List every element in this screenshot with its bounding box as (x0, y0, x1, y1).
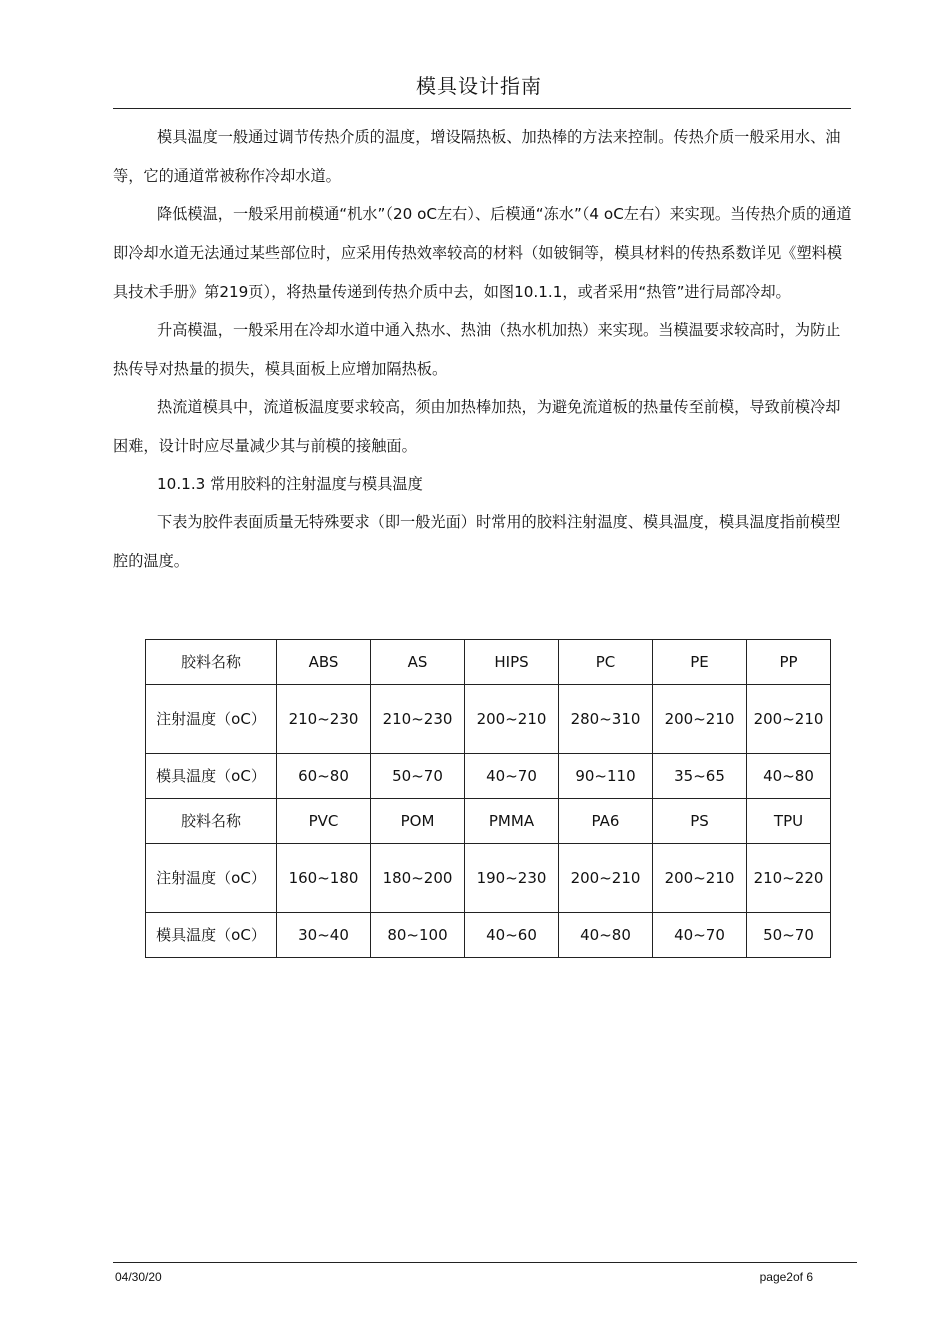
table-row (146, 640, 831, 685)
table-cell: POM (371, 799, 465, 844)
table-cell: 200~210 (653, 685, 747, 754)
table-cell: 80~100 (371, 913, 465, 958)
table-cell: 40~70 (465, 754, 559, 799)
table-row (146, 913, 831, 958)
table-cell: 190~230 (465, 844, 559, 913)
table-row (146, 754, 831, 799)
table-cell: 注射温度（oC） (146, 685, 277, 754)
document-body (113, 118, 853, 581)
paragraph-raise-mold-temperature: 升高模温，一般采用在冷却水道中通入热水、热油（热水机加热）来实现。当模温要求较高时，为防止热传导对热量的损失，模具面板上应增加隔热板。 (113, 321, 841, 378)
table-cell: 40~70 (653, 913, 747, 958)
table-cell: PMMA (465, 799, 559, 844)
table-cell: 35~65 (653, 754, 747, 799)
page-title: 模具设计指南 (416, 74, 542, 98)
table-cell: 注射温度（oC） (146, 844, 277, 913)
table-cell: 模具温度（oC） (146, 913, 277, 958)
footer-date: 04/30/20 (115, 1270, 162, 1284)
table-cell: 210~230 (371, 685, 465, 754)
table-cell: 胶料名称 (146, 799, 277, 844)
section-heading: 10.1.3 常用胶料的注射温度与模具温度 (157, 475, 423, 493)
table-cell: 90~110 (559, 754, 653, 799)
table-cell: 40~80 (747, 754, 831, 799)
temperature-table (145, 639, 831, 958)
table-cell: 60~80 (277, 754, 371, 799)
table-cell: 50~70 (747, 913, 831, 958)
table-cell: HIPS (465, 640, 559, 685)
paragraph-hot-runner: 热流道模具中，流道板温度要求较高，须由加热棒加热，为避免流道板的热量传至前模，导致前模冷却困难，设计时应尽量减少其与前模的接触面。 (113, 398, 841, 455)
table-cell: TPU (747, 799, 831, 844)
page-number: page2of 6 (759, 1270, 813, 1284)
table-cell: PE (653, 640, 747, 685)
table-cell: PP (747, 640, 831, 685)
table-cell: 210~220 (747, 844, 831, 913)
table-cell: 200~210 (653, 844, 747, 913)
table-cell: PC (559, 640, 653, 685)
table-cell: 160~180 (277, 844, 371, 913)
paragraph-table-intro: 下表为胶件表面质量无特殊要求（即一般光面）时常用的胶料注射温度、模具温度，模具温度指前模型腔的温度。 (113, 513, 841, 570)
table-cell: 280~310 (559, 685, 653, 754)
table-cell: 模具温度（oC） (146, 754, 277, 799)
table-cell: 40~80 (559, 913, 653, 958)
table-row (146, 799, 831, 844)
table-cell: AS (371, 640, 465, 685)
footer-divider (113, 1262, 857, 1263)
table-row (146, 844, 831, 913)
table-cell: PVC (277, 799, 371, 844)
table-cell: 40~60 (465, 913, 559, 958)
table-cell: 180~200 (371, 844, 465, 913)
table-cell: 30~40 (277, 913, 371, 958)
header-divider (113, 108, 851, 109)
table-cell: PA6 (559, 799, 653, 844)
table-cell: PS (653, 799, 747, 844)
table-cell: ABS (277, 640, 371, 685)
table-cell: 210~230 (277, 685, 371, 754)
table-row (146, 685, 831, 754)
paragraph-lower-mold-temperature: 降低模温，一般采用前模通“机水”（20 oC左右）、后模通“冻水”（4 oC左右）来实现。当传热介质的通道即冷却水道无法通过某些部位时，应采用传热效率较高的材料（如铍铜等，模具材料的传热系数详见《塑料模具技术手册》第219页），将热量传递到传热介质中去，如图10.1.1，或者采用“热管”进行局部冷却。 (113, 205, 852, 301)
table-cell: 200~210 (559, 844, 653, 913)
table-cell: 200~210 (747, 685, 831, 754)
table-cell: 胶料名称 (146, 640, 277, 685)
table-cell: 200~210 (465, 685, 559, 754)
table-cell: 50~70 (371, 754, 465, 799)
paragraph-mold-temperature-control: 模具温度一般通过调节传热介质的温度，增设隔热板、加热棒的方法来控制。传热介质一般采用水、油等，它的通道常被称作冷却水道。 (113, 128, 841, 185)
